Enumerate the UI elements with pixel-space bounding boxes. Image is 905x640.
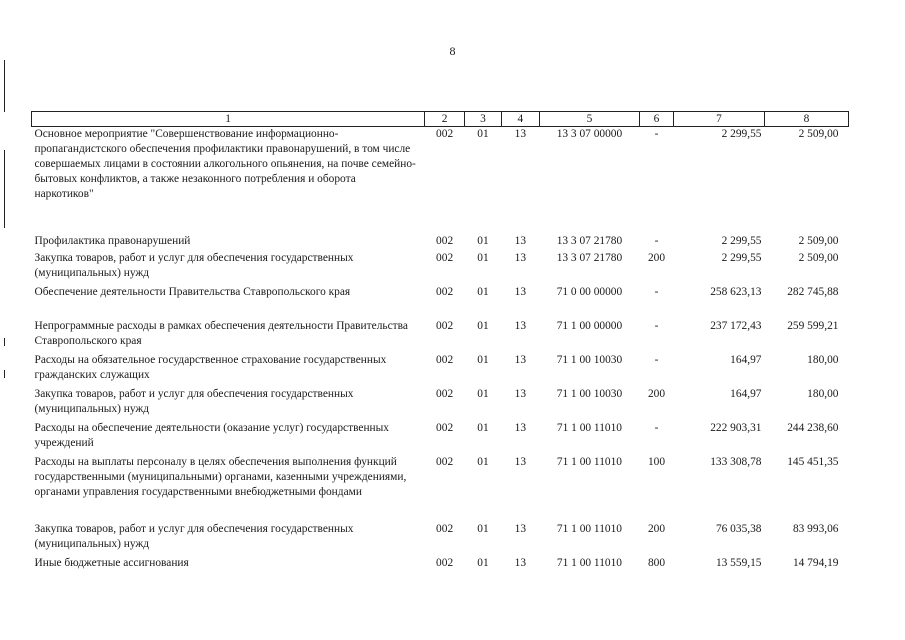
cell-amount-2: 180,00 [807, 353, 839, 366]
cell-section: 01 [477, 522, 489, 535]
cell-amount-1: 2 299,55 [721, 234, 762, 247]
cell-expense-type: 200 [647, 387, 666, 400]
cell-ministry-code: 002 [436, 455, 454, 468]
cell-amount-1: 237 172,43 [710, 319, 762, 332]
cell-target-article: 71 1 00 10030 [556, 353, 623, 366]
cell-amount-1: 2 299,55 [721, 128, 762, 140]
row-name: Иные бюджетные ассигнования [34, 556, 189, 569]
cell-target-article: 71 1 00 10030 [556, 387, 623, 400]
table-row [32, 556, 849, 573]
cell-target-article: 71 1 00 11010 [556, 421, 622, 434]
cell-ministry-code: 002 [436, 319, 454, 332]
cell-subsection: 13 [514, 319, 527, 332]
cell-amount-1: 133 308,78 [710, 455, 762, 468]
cell-section: 01 [477, 387, 489, 400]
cell-section: 01 [477, 353, 489, 366]
table-row [32, 421, 849, 455]
cell-ministry-code: 002 [436, 234, 454, 247]
table-row [32, 522, 849, 556]
cell-amount-1: 164,97 [730, 353, 762, 366]
row-name: Непрограммные расходы в рамках обеспечения деятельности Правительства Ставропольского края [34, 319, 408, 347]
cell-amount-1: 258 623,13 [710, 285, 762, 298]
row-name: Профилактика правонарушений [34, 234, 191, 247]
cell-subsection: 13 [514, 251, 527, 264]
cell-amount-2: 83 993,06 [792, 522, 839, 535]
cell-target-article: 71 1 00 11010 [556, 522, 622, 535]
cell-amount-2: 282 745,88 [787, 285, 839, 298]
row-name: Основное мероприятие "Совершенствование информационно-пропагандистского обеспечения профилактики правонарушений, в том числе совершаемых лицами в состоянии алкогольного опьянения, на почве семейно-бытовых конфликтов, а также незаконного потребления и оборота наркотиков" [34, 128, 416, 200]
row-name: Расходы на обеспечение деятельности (оказание услуг) государственных учреждений [34, 421, 389, 449]
cell-subsection: 13 [514, 285, 527, 298]
cell-expense-type: 200 [647, 251, 666, 264]
table-row [32, 285, 849, 319]
cell-amount-2: 180,00 [807, 387, 839, 400]
cell-amount-2: 14 794,19 [792, 556, 839, 569]
cell-amount-2: 2 509,00 [798, 128, 839, 140]
page-number: 8 [449, 44, 456, 58]
cell-ministry-code: 002 [436, 387, 454, 400]
cell-section: 01 [477, 234, 489, 247]
column-header: 4 [501, 112, 539, 127]
column-header: 8 [765, 112, 849, 127]
table-row [32, 251, 849, 285]
row-name: Закупка товаров, работ и услуг для обеспечения государственных (муниципальных) нужд [34, 522, 354, 550]
table-row [32, 455, 849, 522]
cell-section: 01 [477, 285, 489, 298]
scan-margin-mark [4, 370, 5, 378]
row-name: Расходы на обязательное государственное страхование государственных гражданских служащих [34, 353, 387, 381]
cell-section: 01 [477, 556, 489, 569]
cell-subsection: 13 [514, 387, 527, 400]
cell-section: 01 [477, 319, 489, 332]
column-header: 1 [32, 112, 425, 127]
cell-amount-2: 259 599,21 [787, 319, 839, 332]
cell-amount-2: 2 509,00 [798, 251, 839, 264]
column-header: 7 [673, 112, 764, 127]
cell-target-article: 13 3 07 21780 [556, 234, 623, 247]
cell-section: 01 [477, 251, 489, 264]
row-name: Расходы на выплаты персоналу в целях обеспечения выполнения функций государственными (муниципальными) органами, казенными учреждениями, органами управления государственными внебюджетными фондами [34, 455, 407, 498]
cell-amount-2: 145 451,35 [787, 455, 839, 468]
column-header: 6 [640, 112, 674, 127]
cell-expense-type: - [654, 353, 659, 366]
cell-subsection: 13 [514, 353, 527, 366]
cell-ministry-code: 002 [436, 556, 454, 569]
budget-table [31, 111, 849, 573]
column-header: 2 [425, 112, 465, 127]
scan-margin-mark [4, 150, 5, 228]
cell-target-article: 71 1 00 00000 [556, 319, 623, 332]
cell-ministry-code: 002 [436, 285, 454, 298]
cell-ministry-code: 002 [436, 522, 454, 535]
cell-expense-type: 800 [647, 556, 666, 569]
table-row [32, 127, 849, 234]
table-row [32, 387, 849, 421]
scan-margin-mark [4, 338, 5, 346]
row-name: Обеспечение деятельности Правительства Ставропольского края [34, 285, 351, 298]
cell-subsection: 13 [514, 234, 527, 247]
cell-subsection: 13 [514, 455, 527, 468]
table-row [32, 234, 849, 251]
scan-margin-mark [4, 60, 5, 112]
cell-amount-1: 222 903,31 [710, 421, 762, 434]
cell-target-article: 71 1 00 11010 [556, 455, 622, 468]
cell-ministry-code: 002 [436, 128, 454, 140]
cell-section: 01 [477, 128, 489, 140]
cell-subsection: 13 [514, 128, 527, 140]
cell-ministry-code: 002 [436, 251, 454, 264]
cell-section: 01 [477, 421, 489, 434]
row-name: Закупка товаров, работ и услуг для обеспечения государственных (муниципальных) нужд [34, 387, 354, 415]
cell-subsection: 13 [514, 522, 527, 535]
cell-amount-1: 13 559,15 [715, 556, 762, 569]
cell-subsection: 13 [514, 421, 527, 434]
cell-amount-2: 2 509,00 [798, 234, 839, 247]
cell-amount-1: 164,97 [730, 387, 762, 400]
row-name: Закупка товаров, работ и услуг для обеспечения государственных (муниципальных) нужд [34, 251, 354, 279]
cell-expense-type: - [654, 285, 659, 298]
cell-expense-type: 200 [647, 522, 666, 535]
table-row [32, 353, 849, 387]
cell-expense-type: - [654, 421, 659, 434]
cell-amount-1: 2 299,55 [721, 251, 762, 264]
cell-expense-type: - [654, 234, 659, 247]
cell-target-article: 71 0 00 00000 [556, 285, 623, 298]
cell-ministry-code: 002 [436, 421, 454, 434]
cell-target-article: 13 3 07 00000 [556, 128, 623, 140]
cell-amount-2: 244 238,60 [787, 421, 839, 434]
column-header: 5 [539, 112, 639, 127]
table-header-row [32, 112, 849, 127]
cell-target-article: 13 3 07 21780 [556, 251, 623, 264]
cell-expense-type: - [654, 319, 659, 332]
cell-target-article: 71 1 00 11010 [556, 556, 622, 569]
cell-expense-type: 100 [647, 455, 666, 468]
column-header: 3 [465, 112, 502, 127]
cell-expense-type: - [654, 128, 659, 140]
cell-section: 01 [477, 455, 489, 468]
cell-subsection: 13 [514, 556, 527, 569]
table-row [32, 319, 849, 353]
cell-ministry-code: 002 [436, 353, 454, 366]
cell-amount-1: 76 035,38 [715, 522, 762, 535]
